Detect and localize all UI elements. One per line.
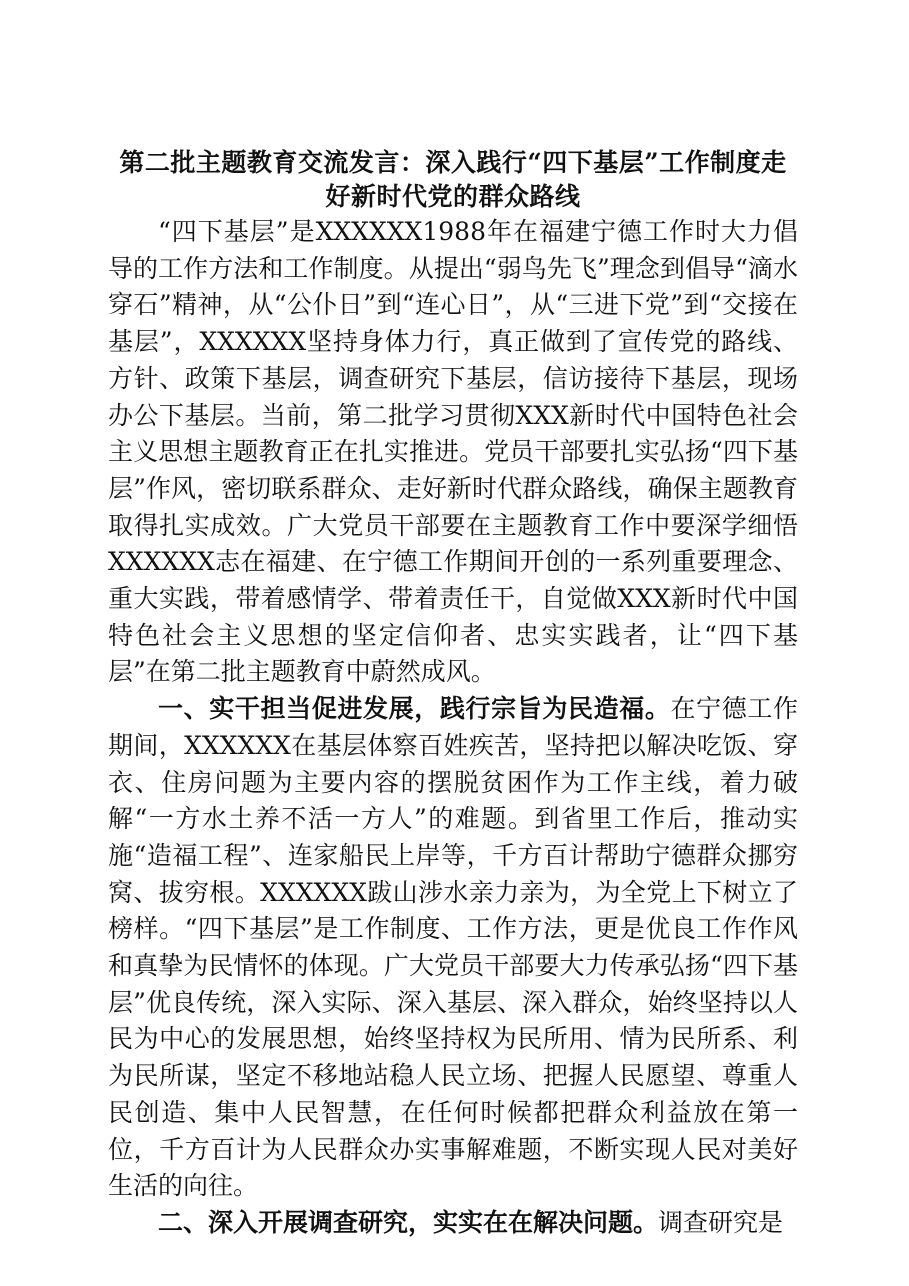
document-title: 第二批主题教育交流发言：深入践行“四下基层”工作制度走好新时代党的群众路线 [119, 148, 787, 211]
paragraph-intro-text: “四下基层”是XXXXXX1988年在福建宁德工作时大力倡导的工作方法和工作制度。从提出“弱鸟先飞”理念到倡导“滴水穿石”精神，从“公仆日”到“连心日”，从“三进下党”到“交接在基层”，XXXXXX坚持身体力行，真正做到了宣传党的路线、方针、政策下基层，调查研究下基层，信访接待下基层，现场办公下基层。当前，第二批学习贯彻XXX新时代中国特色社会主义思想主题教育正在扎实推进。党员干部要扎实弘扬“四下基层”作风，密切联系群众、走好新时代群众路线，确保主题教育取得扎实成效。广大党员干部要在主题教育工作中要深学细悟XXXXXX志在福建、在宁德工作期间开创的一系列重要理念、重大实践，带着感情学、带着责任干，自觉做XXX新时代中国特色社会主义思想的坚定信仰者、忠实实践者，让“四下基层”在第二批主题教育中蔚然成风。 [108, 217, 798, 687]
paragraph-section-1 [108, 691, 798, 1205]
section-2-heading: 二、深入开展调查研究，实实在在解决问题。 [158, 1207, 659, 1237]
section-2-text: 调查研究是 [658, 1207, 784, 1237]
section-1-text: 在宁德工作期间，XXXXXX在基层体察百姓疾苦，坚持把以解决吃饭、穿衣、住房问题为主要内容的摆脱贫困作为工作主线，着力破解“一方水土养不活一方人”的难题。到省里工作后，推动实施“造福工程”、连家船民上岸等，千方百计帮助宁德群众挪穷窝、拔穷根。XXXXXX跋山涉水亲力亲为，为全党上下树立了榜样。“四下基层”是工作制度、工作方法，更是优良工作作风和真挚为民情怀的体现。广大党员干部要大力传承弘扬“四下基层”优良传统，深入实际、深入基层、深入群众，始终坚持以人民为中心的发展思想，始终坚持权为民所用、情为民所系、利为民所谋，坚定不移地站稳人民立场、把握人民愿望、尊重人民创造、集中人民智慧，在任何时候都把群众利益放在第一位，千方百计为人民群众办实事解难题，不断实现人民对美好生活的向往。 [108, 694, 798, 1201]
section-1-heading: 一、实干担当促进发展，践行宗旨为民造福。 [158, 694, 671, 724]
document-page [108, 146, 798, 1242]
paragraph-section-2 [108, 1205, 798, 1242]
paragraph-intro [108, 214, 798, 691]
